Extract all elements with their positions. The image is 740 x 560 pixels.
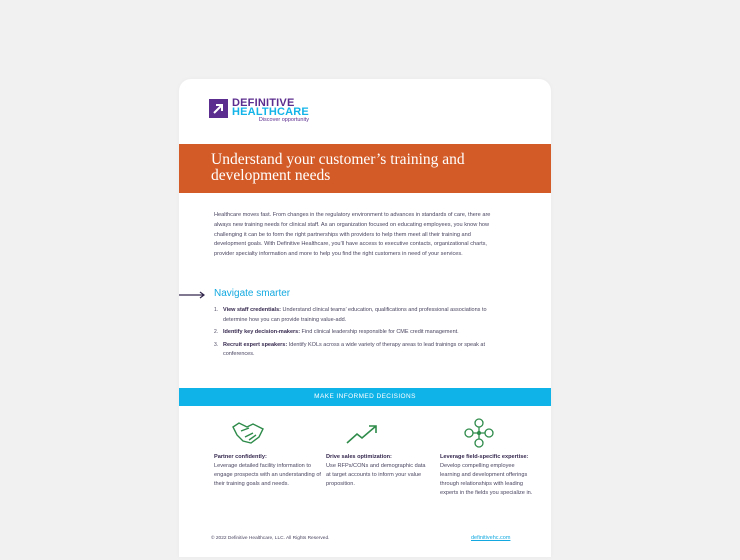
column-text: Use RFPs/CONs and demographic data at target accounts to inform your value proposition. xyxy=(326,463,426,487)
handshake-icon xyxy=(231,421,265,447)
column-title: Leverage field-specific expertise: xyxy=(440,454,529,460)
item-title: View staff credentials: xyxy=(223,307,281,313)
logo-line2: HEALTHCARE xyxy=(232,106,309,118)
decision-column xyxy=(326,423,426,489)
decisions-heading: MAKE INFORMED DECISIONS xyxy=(179,388,551,406)
page-title: Understand your customer’s training and development needs xyxy=(211,151,465,184)
item-text: Identify KOLs across a wide variety of therapy areas to lead trainings or speak at conferences. xyxy=(223,341,485,357)
item-text: Find clinical leadership responsible for CME credit management. xyxy=(300,329,459,335)
item-number: 3. xyxy=(214,341,219,348)
item-title: Identify key decision-makers: xyxy=(223,329,301,335)
column-title: Partner confidently: xyxy=(214,454,267,460)
list-item xyxy=(214,341,509,360)
column-text: Leverage detailed facility information to engage prospects with an understanding of their training goals and needs. xyxy=(214,463,321,487)
column-title: Drive sales optimization: xyxy=(326,454,392,460)
logo-arrow-icon xyxy=(209,99,228,118)
decision-column xyxy=(214,423,329,489)
network-people-icon xyxy=(464,418,494,448)
list-item xyxy=(214,328,509,338)
navigate-heading: Navigate smarter xyxy=(214,288,291,299)
trending-up-icon xyxy=(346,423,380,445)
copyright: © 2022 Definitive Healthcare, LLC. All Rights Reserved. xyxy=(211,536,330,541)
document-page xyxy=(179,79,551,557)
logo-line1: DEFINITIVE xyxy=(232,97,295,109)
logo-tagline: Discover opportunity xyxy=(258,117,309,123)
website-link[interactable]: definitivehc.com xyxy=(471,535,511,541)
item-number: 2. xyxy=(214,329,219,335)
intro-paragraph: Healthcare moves fast. From changes in the regulatory environment to advances in standards of care, there are always new training needs for clinical staff. As an organization focused on educating employees, you know how challenging it can be to form the right partnerships with providers to help them meet all their training and development goals. With Definitive Healthcare, you’ll have access to executive contacts, organizational charts, provider specialty information and more to help you find the right customers in need of your services. xyxy=(214,212,491,258)
list-item xyxy=(214,306,509,325)
item-number: 1. xyxy=(214,307,219,313)
decision-column xyxy=(440,423,536,498)
item-text: Understand clinical teams’ education, qualifications and professional associations to determine how you can provide training value-add. xyxy=(223,307,487,323)
logo xyxy=(209,99,309,124)
column-text: Develop compelling employee learning and development offerings through relationships with leading experts in the fields you specialize in. xyxy=(440,463,533,496)
arrow-right-icon xyxy=(179,291,207,299)
title-band xyxy=(179,144,551,193)
navigate-list xyxy=(214,306,509,363)
item-title: Recruit expert speakers: xyxy=(223,341,288,348)
